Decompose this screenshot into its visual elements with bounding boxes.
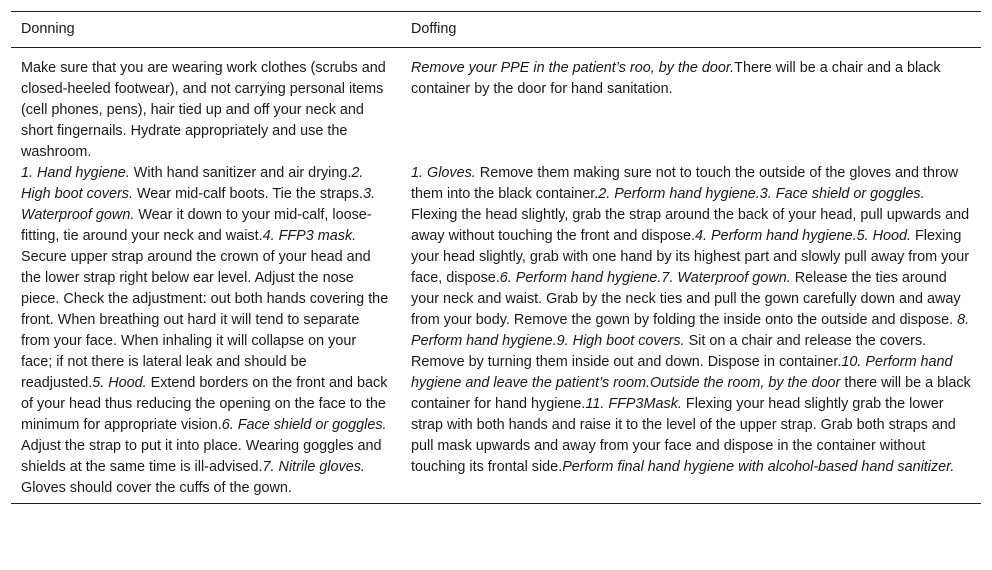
- step-text: Make sure that you are wearing work clothes (scrubs and closed-heeled footwear), and not carrying personal items (cell phones, pens), hair tied up and off your neck and short fingernails. Hydrate appropriately and use the washroom.: [21, 60, 386, 160]
- ppe-table-container: [11, 11, 981, 504]
- step-heading: 1. Hand hygiene.: [21, 165, 130, 181]
- step-heading: 6. Perform hand hygiene.7. Waterproof gown.: [499, 270, 791, 286]
- step-heading: 4. Perform hand hygiene.5. Hood.: [695, 228, 911, 244]
- ppe-donning-doffing-table: [11, 11, 981, 504]
- table-row: [11, 163, 981, 504]
- step-text: Wear mid-calf boots. Tie the straps.: [132, 186, 364, 202]
- header-row: [11, 12, 981, 48]
- step-text: there will be a black container for hand hygiene.: [411, 375, 971, 412]
- doffing-cell: [401, 48, 981, 164]
- step-heading: 8. Perform hand hygiene.9. High boot covers.: [411, 312, 970, 349]
- step-heading: 5. Hood.: [92, 375, 147, 391]
- step-heading: 2. Perform hand hygiene.3. Face shield or goggles.: [598, 186, 925, 202]
- donning-cell: [11, 163, 401, 504]
- doffing-cell: [401, 163, 981, 504]
- table-header: [11, 12, 981, 48]
- step-heading: 3. Waterproof gown.: [21, 186, 376, 223]
- step-heading: 4. FFP3 mask.: [262, 228, 357, 244]
- step-text: Secure upper strap around the crown of your head and the lower strap right below ear level. Adjust the nose piece. Check the adjustment: out both hands covering the front. When breathing out hard it will tend to separate from your face. When inhaling it will collapse on your face; if not there is lateral leak and should be readjusted.: [21, 249, 389, 391]
- step-text: Flexing your head slightly grab the lower strap with both hands and raise it to the level of the upper strap. Grab both straps and pull mask upwards and away from your face and dispose in the container without touching its frontal side.: [411, 396, 956, 475]
- column-header-donning: Donning: [11, 12, 401, 48]
- step-heading: 6. Face shield or goggles.: [221, 417, 387, 433]
- step-text: Adjust the strap to put it into place. Wearing goggles and shields at the same time is ill-advised.: [21, 438, 382, 475]
- table-body: [11, 48, 981, 504]
- step-heading: 2. High boot covers.: [21, 165, 364, 202]
- step-text: Release the ties around your neck and waist. Grab by the neck ties and pull the gown carefully down and away from your body. Remove the gown by folding the inside onto the outside and dispose.: [411, 270, 961, 328]
- step-heading: 7. Nitrile gloves.: [262, 459, 365, 475]
- step-heading: Remove your PPE in the patient’s roo, by the door.: [411, 60, 735, 76]
- step-heading: 11. FFP3Mask.: [585, 396, 682, 412]
- step-heading: 10. Perform hand hygiene and leave the patient’s room.Outside the room, by the door: [411, 354, 953, 391]
- step-text: Extend borders on the front and back of your head thus reducing the opening on the face to the minimum for appropriate vision.: [21, 375, 388, 433]
- step-heading: Perform final hand hygiene with alcohol-based hand sanitizer.: [562, 459, 955, 475]
- donning-cell: [11, 48, 401, 164]
- table-row: [11, 48, 981, 164]
- step-text: With hand sanitizer and air drying.: [129, 165, 352, 181]
- step-heading: 1. Gloves.: [411, 165, 476, 181]
- step-text: Gloves should cover the cuffs of the gown.: [21, 480, 292, 496]
- step-text: Flexing your head slightly, grab with one hand by its highest part and slowly pull away from your face, dispose.: [411, 228, 970, 286]
- step-text: Wear it down to your mid-calf, loose-fitting, tie around your neck and waist.: [21, 207, 372, 244]
- step-text: Flexing the head slightly, grab the strap around the back of your head, pull upwards and away without touching the front and dispose.: [411, 207, 970, 244]
- step-text: Remove them making sure not to touch the outside of the gloves and throw them into the black container.: [411, 165, 959, 202]
- column-header-doffing: Doffing: [401, 12, 981, 48]
- step-text: There will be a chair and a black container by the door for hand sanitation.: [411, 60, 941, 97]
- step-text: Sit on a chair and release the covers. Remove by turning them inside out and down. Dispose in container.: [411, 333, 927, 370]
